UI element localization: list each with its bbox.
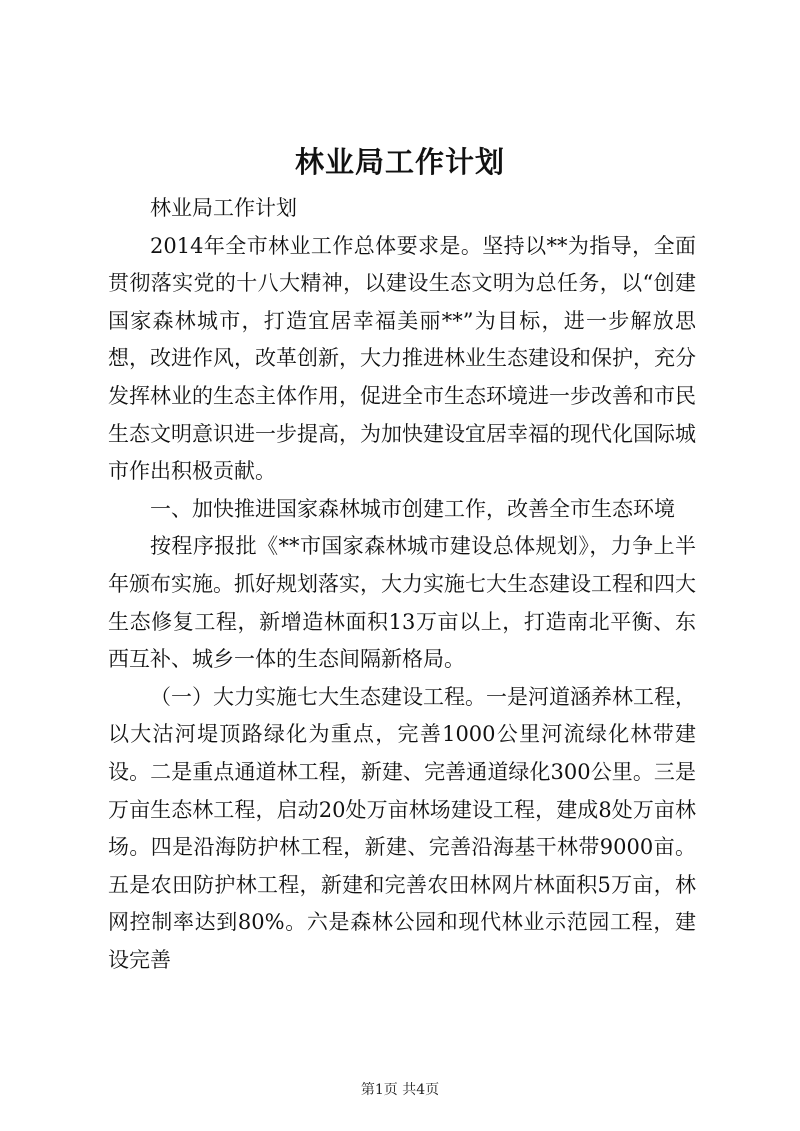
paragraph-subtitle: 林业局工作计划 — [150, 196, 297, 220]
paragraph-overall-requirements: 2014年全市林业工作总体要求是。坚持以**为指导，全面贯彻落实党的十八大精神，以建设生态文明为总任务，以“创建国家森林城市，打造宜居幸福美丽**”为目标，进一步解放思想，改进作风，改革创新，大力推进林业生态建设和保护，充分发挥林业的生态主体作用，促进全市生态环境进一步改善和市民生态文明意识进一步提高，为加快建设宜居幸福的现代化国际城市作出积极贡献。 — [108, 233, 696, 484]
paragraph-planning: 按程序报批《**市国家森林城市建设总体规划》，力争上半年颁布实施。抓好规划落实，大力实施七大生态建设工程和四大生态修复工程，新增造林面积13万亩以上，打造南北平衡、东西互补、城乡一体的生态间隔新格局。 — [108, 534, 696, 672]
document-title: 林业局工作计划 — [294, 145, 505, 179]
document-body — [108, 190, 696, 979]
page-footer: 第1页 共4页 — [360, 1082, 440, 1098]
section-heading-1: 一、加快推进国家森林城市创建工作，改善全市生态环境 — [150, 496, 675, 521]
paragraph-seven-projects: （一）大力实施七大生态建设工程。一是河道涵养林工程，以大沽河堤顶路绿化为重点，完善1000公里河流绿化林带建设。二是重点通道林工程，新建、完善通道绿化300公里。三是万亩生态林工程，启动20处万亩林场建设工程，建成8处万亩林场。四是沿海防护林工程，新建、完善沿海基干林带9000亩。五是农田防护林工程，新建和完善农田林网片林面积5万亩，林网控制率达到80%。六是森林公园和现代林业示范园工程，建设完善 — [108, 684, 696, 972]
